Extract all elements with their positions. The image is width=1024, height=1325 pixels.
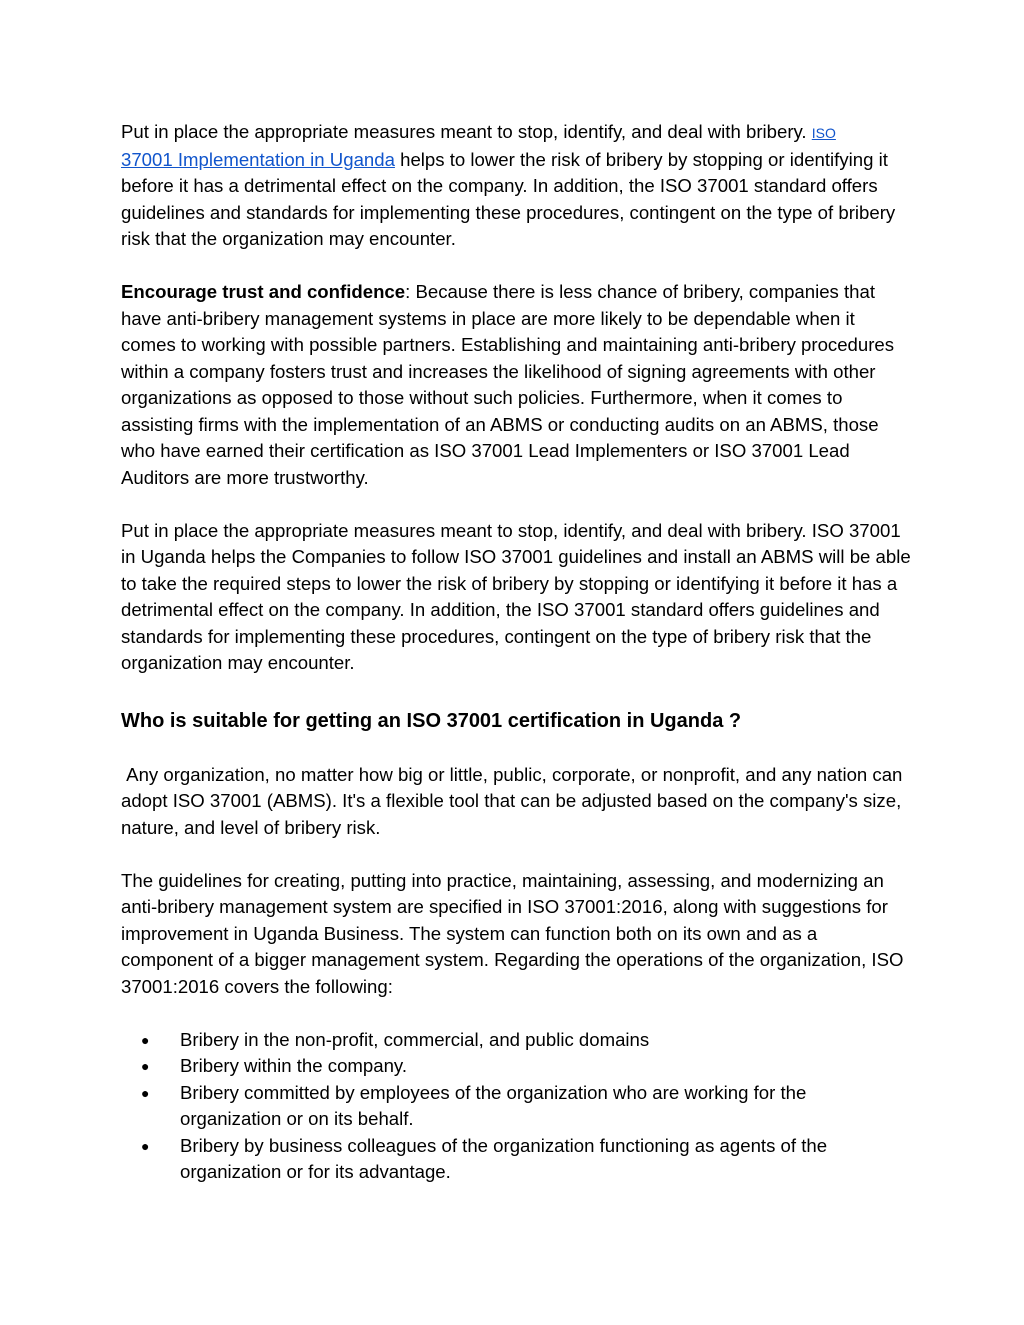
list-item: ● Bribery within the company.	[180, 1053, 911, 1080]
coverage-list	[121, 1027, 911, 1186]
paragraph-text: : Because there is less chance of bribery, companies that have anti-bribery management systems in place are more likely to be dependable when it comes to working with possible partners. Establishing and maintaining anti-bribery procedures within a company fosters trust and increases the likelihood of signing agreements with other organizations as opposed to those without such policies. Furthermore, when it comes to assisting firms with the implementation of an ABMS or conducting audits on an ABMS, those who have earned their certification as ISO 37001 Lead Implementers or ISO 37001 Lead Auditors are more trustworthy.	[121, 281, 895, 488]
link-text-implementation[interactable]: 37001 Implementation in Uganda	[121, 148, 395, 170]
section-heading: Who is suitable for getting an ISO 37001 certification in Uganda ?	[121, 709, 742, 732]
list-item: ● Bribery committed by employees of the organization who are working for the organization or on its behalf.	[180, 1080, 911, 1133]
link-text-iso[interactable]: ISO	[811, 125, 836, 141]
spacer	[121, 735, 911, 762]
paragraph-guidelines: The guidelines for creating, putting into practice, maintaining, assessing, and modernizing an anti-bribery management system are specified in ISO 37001:2016, along with suggestions for improvement in Uganda Business. The system can function both on its own and as a component of a bigger management system. Regarding the operations of the organization, ISO 37001:2016 covers the following:	[121, 869, 904, 997]
spacer	[121, 677, 911, 707]
paragraph-text: Put in place the appropriate measures meant to stop, identify, and deal with bribery.	[121, 121, 812, 142]
spacer	[121, 253, 911, 280]
paragraph-measures: Put in place the appropriate measures meant to stop, identify, and deal with bribery. ISO 37001 in Uganda helps the Companies to follow ISO 37001 guidelines and install an ABMS will be able to take the required steps to lower the risk of bribery by stopping or identifying it before it has a detrimental effect on the company. In addition, the ISO 37001 standard offers guidelines and standards for implementing these procedures, contingent on the type of bribery risk that the organization may encounter.	[121, 519, 911, 673]
bold-lead: Encourage trust and confidence	[121, 281, 406, 302]
paragraph-suitability: Any organization, no matter how big or little, public, corporate, or nonprofit, and any nation can adopt ISO 37001 (ABMS). It's a flexible tool that can be adjusted based on the company's size, nature, and level of bribery risk.	[121, 763, 908, 838]
list-item: ● Bribery by business colleagues of the organization functioning as agents of the organization or for its advantage.	[180, 1133, 911, 1186]
paragraph-implementation	[121, 119, 911, 253]
spacer	[121, 841, 911, 868]
spacer	[121, 1000, 911, 1027]
paragraph-trust	[121, 279, 911, 491]
paragraph-text: helps to lower the risk of bribery by stopping or identifying it before it has a detrimental effect on the company. In addition, the ISO 37001 standard offers guidelines and standards for implementing these procedures, contingent on the type of bribery risk that the organization may encounter.	[121, 148, 896, 249]
document-page	[121, 119, 911, 1186]
list-item: ● Bribery in the non-profit, commercial, and public domains	[180, 1027, 911, 1054]
spacer	[121, 491, 911, 518]
